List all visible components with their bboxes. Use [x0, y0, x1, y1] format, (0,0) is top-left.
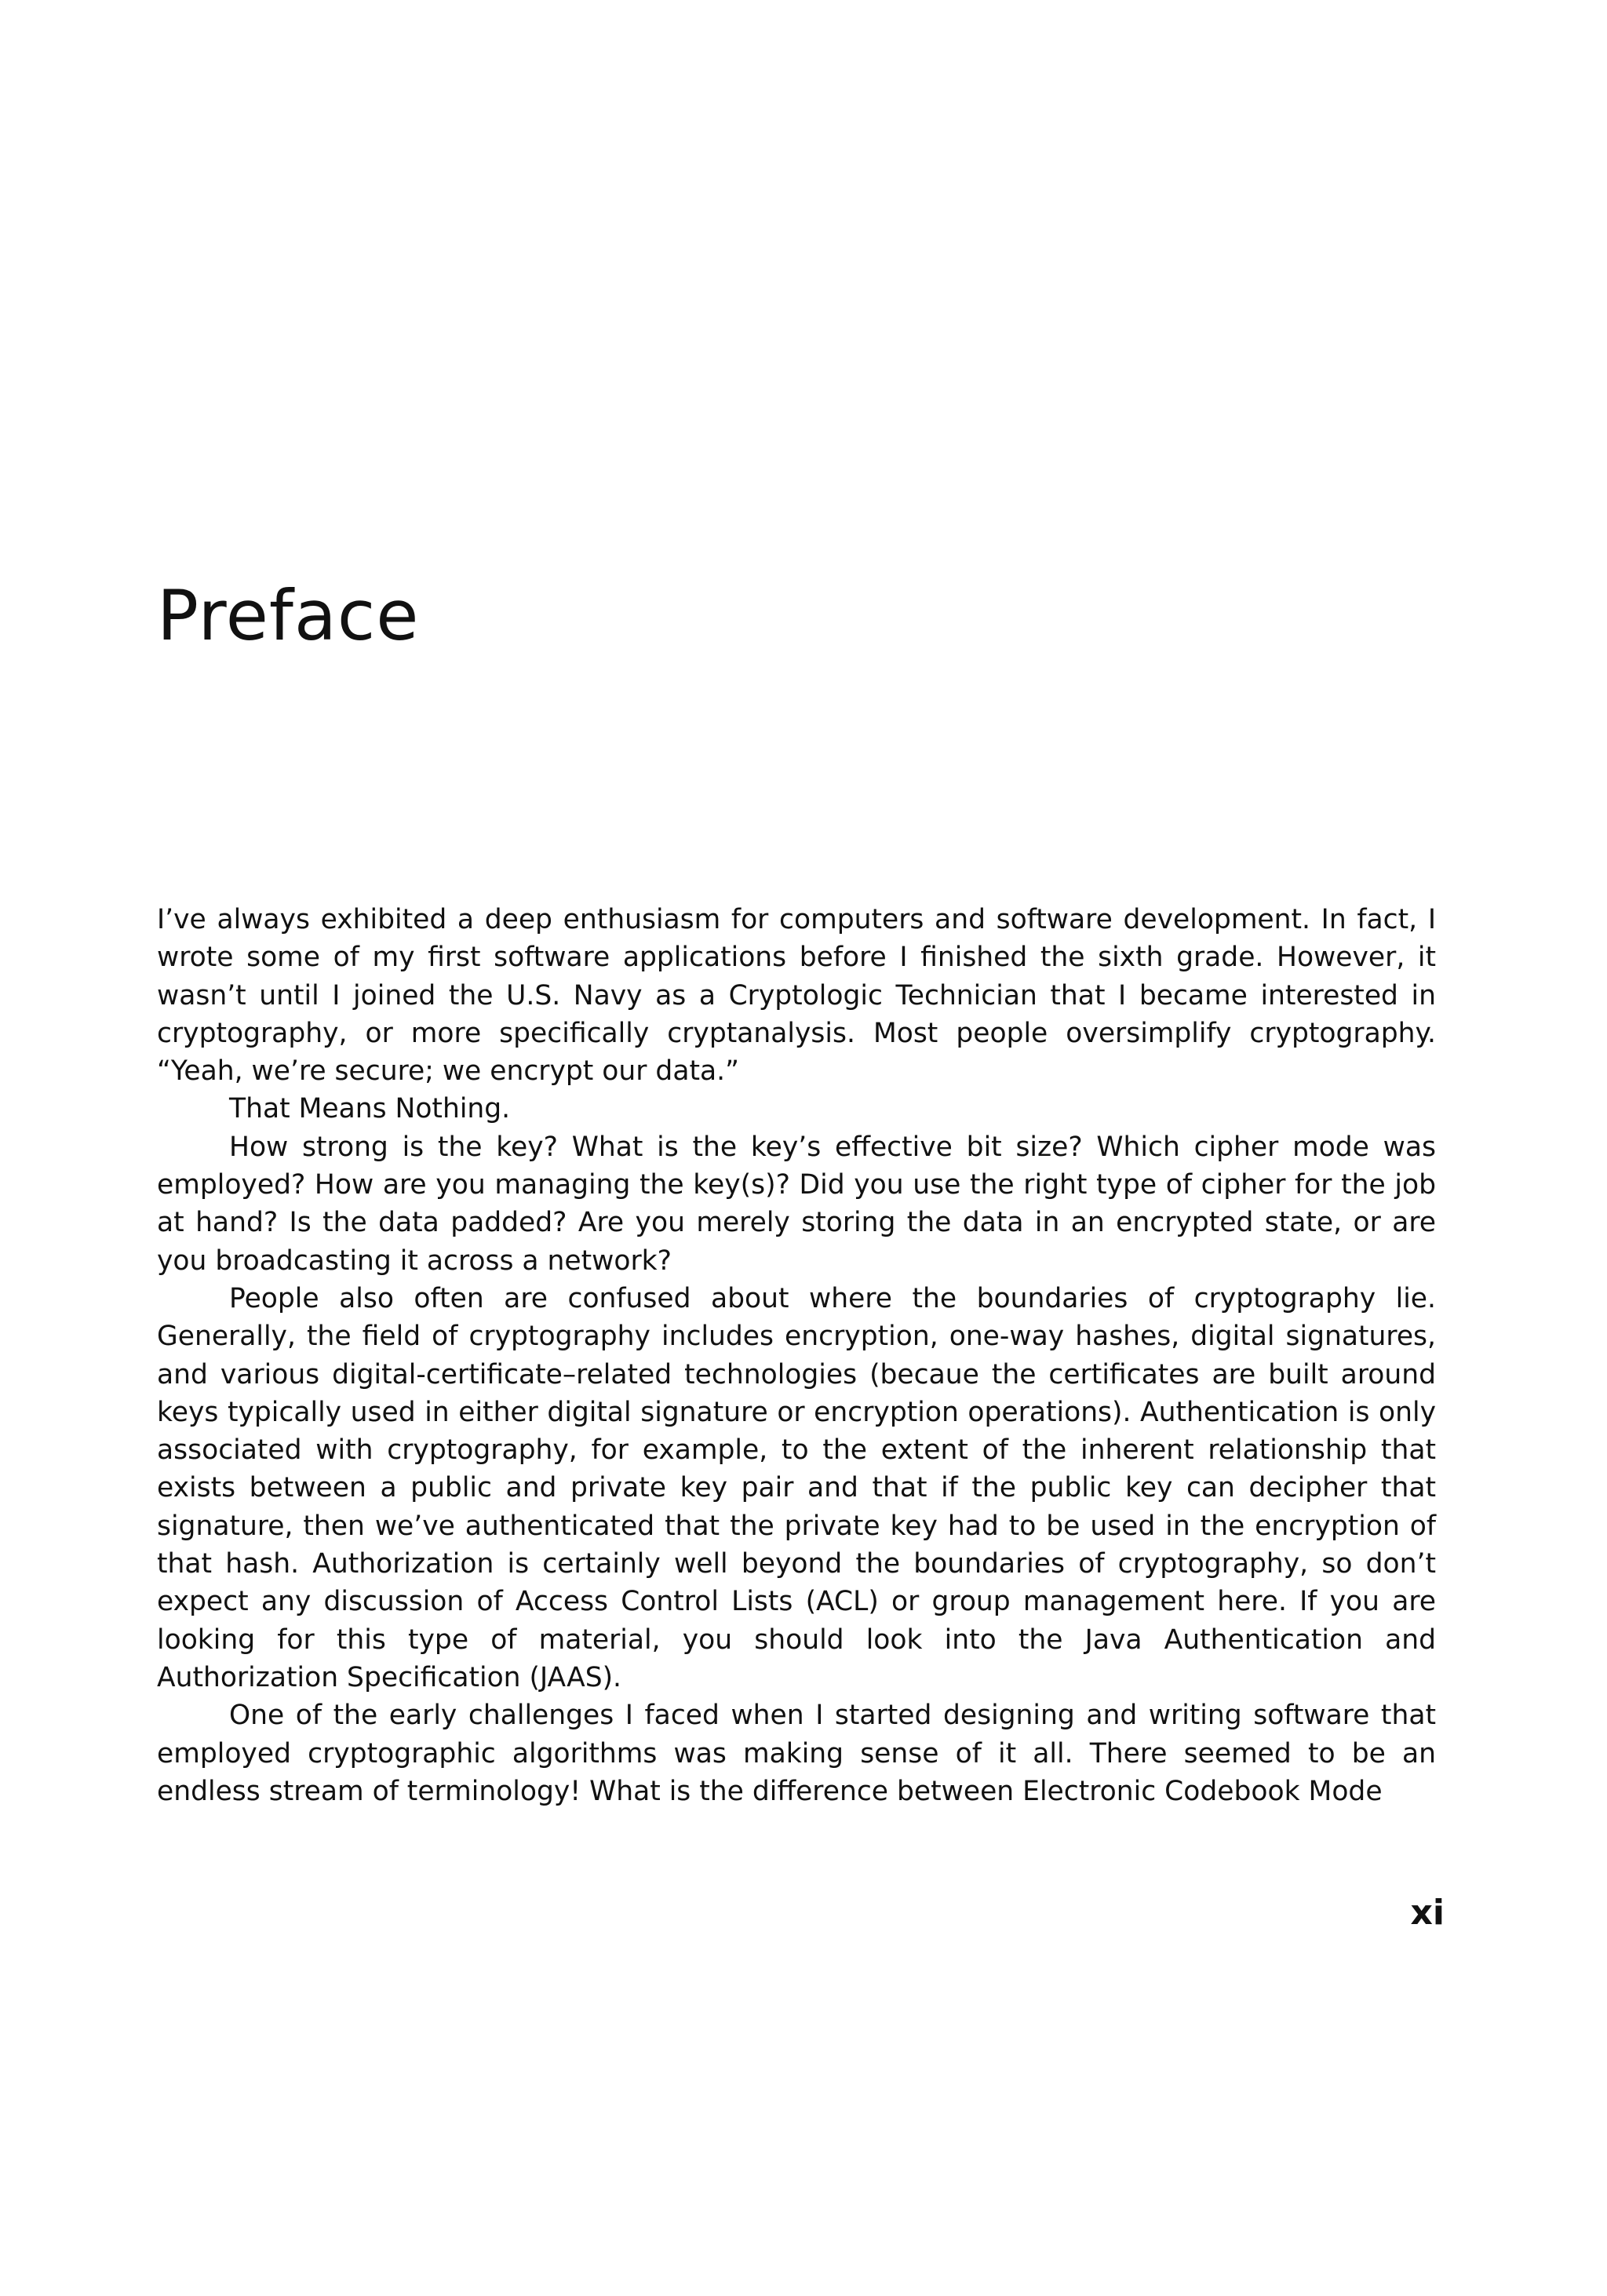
- paragraph-boundaries: People also often are confused about where the boundaries of cryptography lie. Generally, the field of cryptography includes encryption, one-way hashes, digital signatures, and various digital-certificate–related technologies (becaue the certificates are built around keys typically used in either digital signature or encryption operations). Authentication is only associated with cryptography, for example, to the extent of the inherent relationship that exists between a public and private key pair and that if the public key can decipher that signature, then we’ve authenticated that the private key had to be used in the encryption of that hash. Authorization is certainly well beyond the boundaries of cryptography, so don’t expect any discussion of Access Control Lists (ACL) or group management here. If you are looking for this type of material, you should look into the Java Authentication and Authorization Specification (JAAS).: [157, 1282, 1436, 1693]
- paragraph-early-challenges: One of the early challenges I faced when I started designing and writing software that employed cryptographic algorithms was making sense of it all. There seemed to be an endless stream of terminology! What is the difference between Electronic Codebook Mode: [157, 1700, 1436, 1807]
- page-number: xi: [1410, 1893, 1445, 1933]
- paragraph-key-questions: How strong is the key? What is the key’s effective bit size? Which cipher mode was employed? How are you managing the key(s)? Did you use the right type of cipher for the job at hand? Is the data padded? Are you merely storing the data in an encrypted state, or are you broadcasting it across a network?: [157, 1131, 1436, 1277]
- paragraph-that-means-nothing: That Means Nothing.: [229, 1093, 511, 1125]
- preface-body: [157, 901, 1436, 1810]
- paragraph-intro: I’ve always exhibited a deep enthusiasm for computers and software development. In fact, I wrote some of my first software applications before I finished the sixth grade. However, it wasn’t until I joined the U.S. Navy as a Cryptologic Technician that I became interested in cryptography, or more specifically cryptanalysis. Most people oversimplify cryptography. “Yeah, we’re secure; we encrypt our data.”: [157, 904, 1436, 1088]
- page-title: Preface: [157, 575, 420, 656]
